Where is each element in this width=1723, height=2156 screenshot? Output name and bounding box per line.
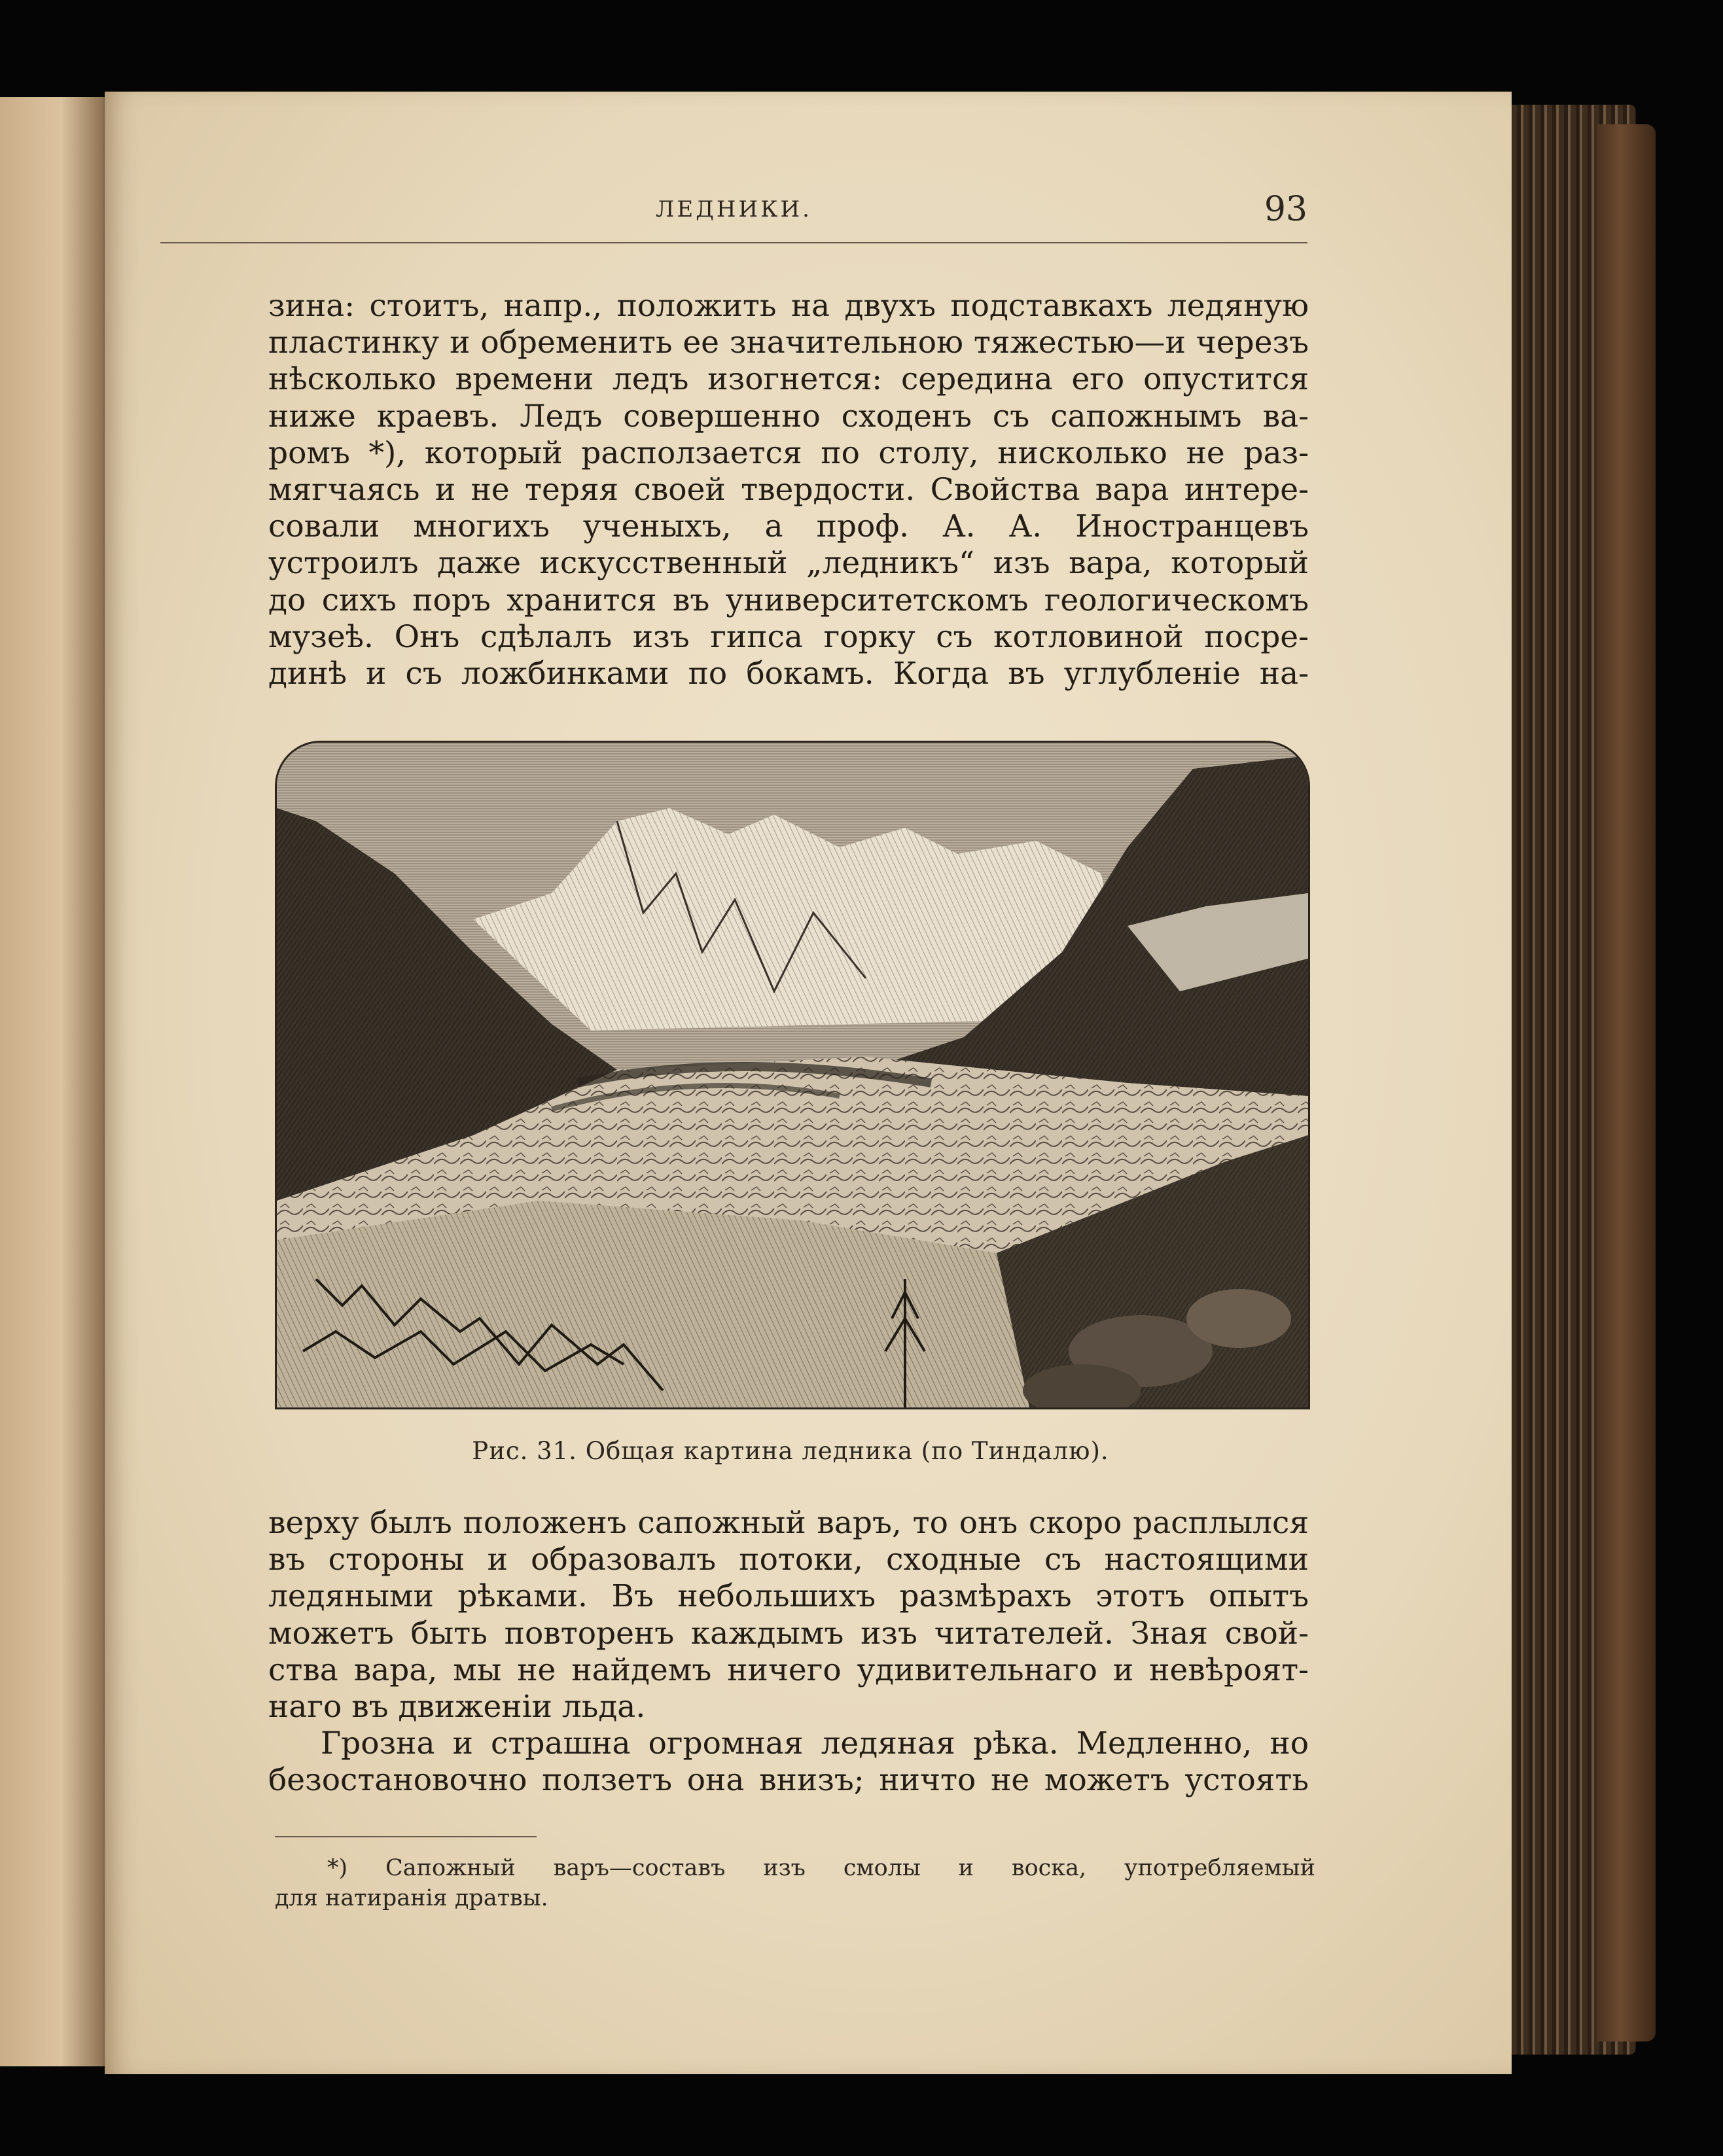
text-line: до сихъ поръ хранится въ университетскомъ геологическомъ	[268, 582, 1309, 618]
text-line: можетъ быть повторенъ каждымъ изъ читателей. Зная свой-	[268, 1615, 1309, 1652]
text-line: ниже краевъ. Ледъ совершенно сходенъ съ сапожнымъ ва-	[268, 398, 1309, 434]
text-line: верху былъ положенъ сапожный варъ, то онъ скоро расплылся	[268, 1505, 1309, 1541]
text-line: въ стороны и образовалъ потоки, сходные съ настоящими	[268, 1542, 1309, 1578]
paragraph-2	[268, 1505, 1309, 1799]
footnote	[275, 1853, 1315, 1913]
footnote-line: для натиранія дратвы.	[275, 1885, 548, 1911]
text-line: ства вара, мы не найдемъ ничего удивительнаго и невѣроят-	[268, 1652, 1309, 1688]
text-line: мягчаясь и не теряя своей твердости. Свойства вара интере-	[268, 472, 1309, 508]
left-page-edge	[0, 97, 111, 2066]
page-header	[160, 164, 1307, 243]
footnote-line: *) Сапожный варъ—составъ изъ смолы и воска, употребляемый	[327, 1855, 1315, 1881]
text-line: устроилъ даже искусственный „ледникъ“ изъ вара, который	[268, 545, 1309, 582]
text-line: наго въ движеніи льда.	[268, 1689, 646, 1725]
paragraph-1	[268, 288, 1309, 692]
figure-caption: Рис. 31. Общая картина ледника (по Тиндалю).	[472, 1437, 1109, 1465]
text-line: музеѣ. Онъ сдѣлалъ изъ гипса горку съ котловиной посре-	[268, 618, 1309, 655]
text-line: ромъ *), который расползается по столу, нисколько не раз-	[268, 434, 1309, 471]
book-cover	[1597, 124, 1656, 2041]
running-title: ЛЕДНИКИ.	[656, 196, 812, 222]
text-line: безостановочно ползетъ она внизъ; ничто не можетъ устоять	[268, 1762, 1309, 1799]
glacier-illustration	[277, 743, 1308, 1407]
footnote-divider	[275, 1836, 537, 1837]
glacier-engraving	[275, 741, 1310, 1409]
text-line: нѣсколько времени ледъ изогнется: середина его опустится	[268, 361, 1309, 398]
text-line: Грозна и страшна огромная ледяная рѣка. Медленно, но	[321, 1725, 1309, 1762]
text-line: совали многихъ ученыхъ, а проф. А. А. Иностранцевъ	[268, 508, 1309, 545]
text-line: зина: стоитъ, напр., положить на двухъ подставкахъ ледяную	[268, 288, 1309, 324]
page-number: 93	[1264, 190, 1307, 229]
text-line: ледяными рѣками. Въ небольшихъ размѣрахъ этотъ опытъ	[268, 1578, 1309, 1615]
text-line: пластинку и обременить ее значительною тяжестью—и черезъ	[268, 325, 1309, 361]
text-line: динѣ и съ ложбинками по бокамъ. Когда въ углубленіе на-	[268, 656, 1309, 692]
